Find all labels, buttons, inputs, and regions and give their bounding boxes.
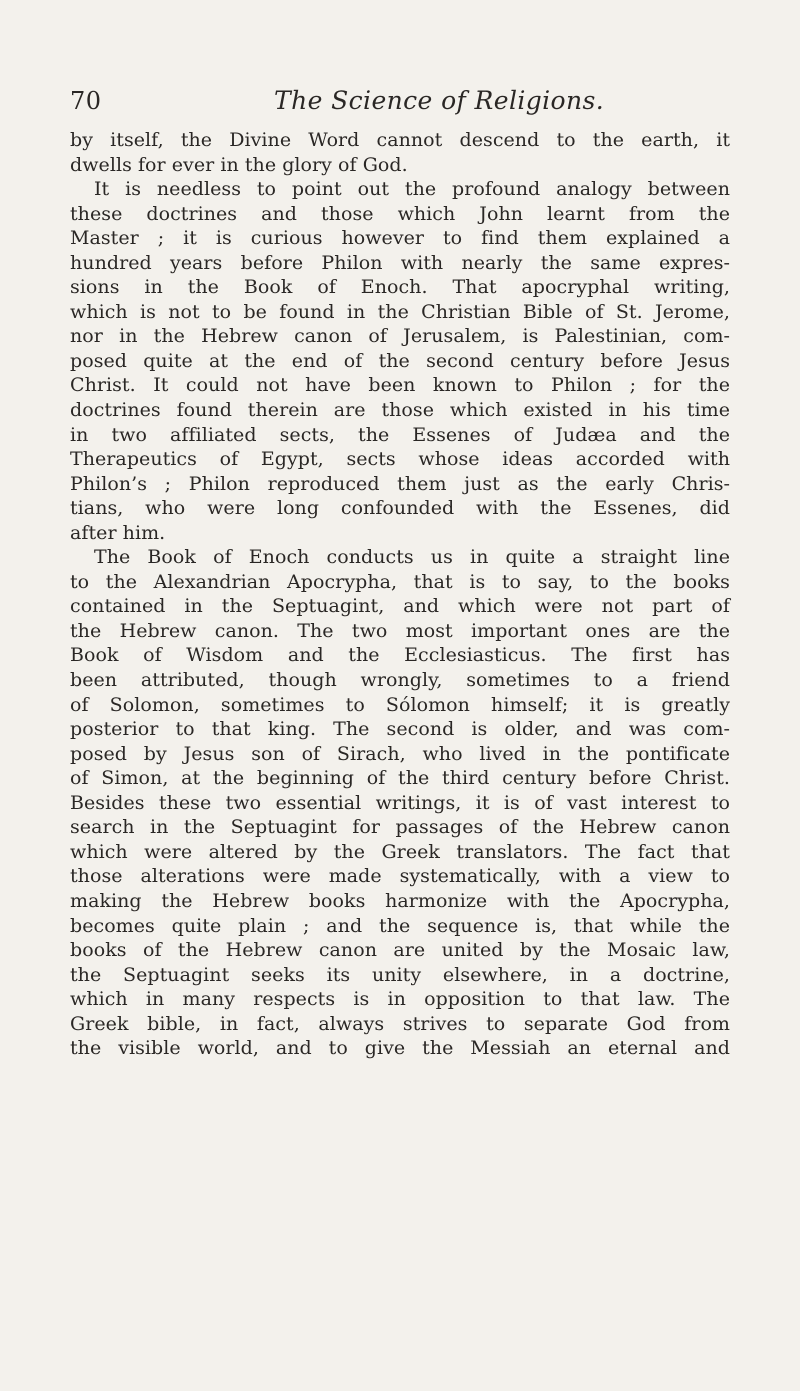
text-line: posed quite at the end of the second century before Jesus (70, 349, 730, 372)
text-line: by itself, the Divine Word cannot descend to the earth, it (70, 129, 730, 151)
text-line: Philon’s ; Philon reproduced them just as the early Chris- (70, 472, 730, 495)
text-line: nor in the Hebrew canon of Jerusalem, is Palestinian, com- (70, 325, 730, 348)
page-number: 70 (70, 87, 102, 115)
text-line: to the Alexandrian Apocrypha, that is to say, to the books (70, 570, 730, 593)
text-line: been attributed, though wrongly, sometimes to a friend (70, 669, 730, 692)
text-line: after him. (70, 521, 166, 544)
running-title: The Science of Religions. (274, 86, 605, 115)
text-line: tians, who were long confounded with the Essenes, did (70, 497, 730, 520)
text-line: which is not to be found in the Christian Bible of St. Jerome, (70, 300, 730, 323)
body-text (70, 128, 730, 1061)
text-line: in two affiliated sects, the Essenes of Judæa and the (70, 423, 730, 446)
text-line: The Book of Enoch conducts us in quite a straight line (94, 546, 730, 569)
text-line: sions in the Book of Enoch. That apocryphal writing, (70, 276, 730, 299)
text-line: books of the Hebrew canon are united by the Mosaic law, (70, 939, 730, 962)
text-line: Besides these two essential writings, it is of vast interest to (70, 791, 730, 814)
text-line: doctrines found therein are those which existed in his time (70, 399, 730, 422)
text-line: It is needless to point out the profound analogy between (94, 178, 730, 201)
text-line: becomes quite plain ; and the sequence is, that while the (70, 914, 730, 937)
page-header (70, 86, 700, 126)
text-line: the Hebrew canon. The two most important ones are the (70, 619, 730, 642)
text-line: those alterations were made systematically, with a view to (70, 865, 730, 888)
text-line: of Solomon, sometimes to Sólomon himself; it is greatly (70, 693, 730, 716)
text-line: Master ; it is curious however to find them explained a (70, 227, 730, 250)
text-line: which were altered by the Greek translators. The fact that (70, 840, 730, 863)
text-line: posterior to that king. The second is older, and was com- (70, 718, 730, 741)
text-line: contained in the Septuagint, and which were not part of (70, 595, 730, 618)
text-line: Book of Wisdom and the Ecclesiasticus. The first has (70, 644, 730, 667)
text-line: search in the Septuagint for passages of the Hebrew canon (70, 816, 730, 839)
text-line: Therapeutics of Egypt, sects whose ideas accorded with (70, 448, 730, 471)
text-line: the Septuagint seeks its unity elsewhere, in a doctrine, (70, 963, 730, 986)
text-line: these doctrines and those which John learnt from the (70, 202, 730, 225)
text-line: which in many respects is in opposition to that law. The (70, 988, 730, 1011)
text-line: making the Hebrew books harmonize with the Apocrypha, (70, 889, 730, 912)
text-line: hundred years before Philon with nearly the same expres- (70, 251, 730, 274)
text-line: of Simon, at the beginning of the third century before Christ. (70, 767, 730, 790)
text-line: Greek bible, in fact, always strives to separate God from (70, 1012, 730, 1035)
text-line: the visible world, and to give the Messiah an eternal and (70, 1037, 730, 1060)
text-line: posed by Jesus son of Sirach, who lived in the pontificate (70, 742, 730, 765)
text-line: dwells for ever in the glory of God. (70, 153, 408, 176)
text-line: Christ. It could not have been known to Philon ; for the (70, 374, 730, 397)
